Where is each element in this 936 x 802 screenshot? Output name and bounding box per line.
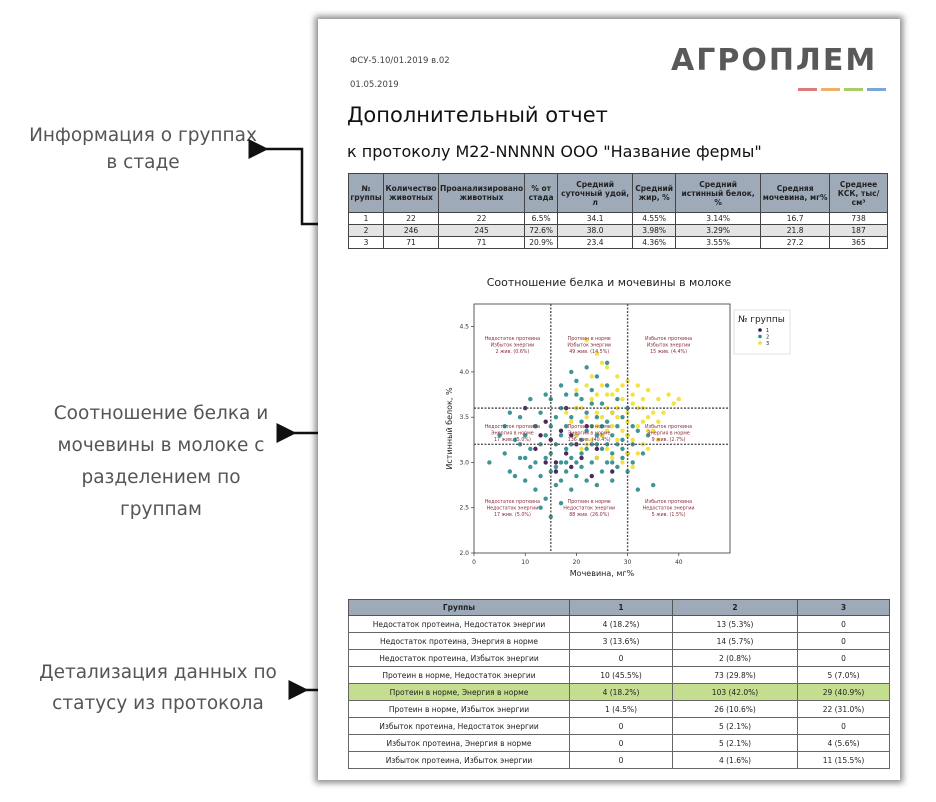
- scatter-point-group-2: [615, 424, 619, 428]
- scatter-point-group-3: [595, 410, 599, 414]
- scatter-point-group-2: [574, 460, 578, 464]
- zone-label: 2 жив. (0.6%): [495, 350, 530, 356]
- document-code: ФСУ-5.10/01.2019 в.02: [350, 56, 450, 66]
- scatter-point-group-2: [631, 424, 635, 428]
- column-header: № группы: [349, 174, 384, 213]
- scatter-point-group-1: [579, 456, 583, 460]
- scatter-point-group-1: [610, 469, 614, 473]
- scatter-point-group-3: [569, 420, 573, 424]
- y-tick-label: 2.0: [459, 550, 469, 557]
- column-header: Средний жир, %: [633, 174, 676, 213]
- scatter-point-group-3: [574, 388, 578, 392]
- legend-label: 1: [766, 328, 770, 334]
- scatter-point-group-2: [564, 469, 568, 473]
- scatter-point-group-2: [651, 483, 655, 487]
- table-cell: Недостаток протеина, Избыток энергии: [349, 650, 570, 667]
- status-table: [348, 599, 890, 769]
- table-cell: 16.7: [761, 213, 830, 225]
- table-cell: 14 (5.7%): [673, 633, 798, 650]
- y-tick-label: 3.0: [459, 459, 469, 467]
- scatter-point-group-2: [523, 456, 527, 460]
- scatter-point-group-3: [610, 392, 614, 396]
- scatter-point-group-3: [631, 465, 635, 469]
- table-cell: Недостаток протеина, Недостаток энергии: [349, 616, 570, 633]
- table-cell: 71: [384, 237, 439, 249]
- scatter-point-group-2: [620, 456, 624, 460]
- table-cell: 10 (45.5%): [570, 667, 673, 684]
- scatter-point-group-2: [564, 447, 568, 451]
- callout-line: группам: [120, 499, 202, 520]
- column-header: 2: [673, 600, 798, 616]
- scatter-point-group-2: [559, 460, 563, 464]
- table-cell: Протеин в норме, Избыток энергии: [349, 701, 570, 718]
- scatter-point-group-2: [523, 478, 527, 482]
- scatter-point-group-3: [600, 361, 604, 365]
- scatter-point-group-3: [646, 415, 650, 419]
- table-cell: 0: [570, 718, 673, 735]
- chart-title: Соотношение белка и мочевины в молоке: [486, 276, 732, 289]
- scatter-point-group-3: [605, 447, 609, 451]
- table-cell: 13 (5.3%): [673, 616, 798, 633]
- x-tick-label: 30: [623, 559, 632, 566]
- table-cell: 1 (4.5%): [570, 701, 673, 718]
- scatter-point-group-2: [559, 478, 563, 482]
- scatter-point-group-2: [508, 469, 512, 473]
- scatter-point-group-3: [646, 388, 650, 392]
- zone-label: Недостаток протеина: [484, 500, 541, 506]
- y-axis-label: Истинный белок, %: [445, 387, 454, 470]
- scatter-point-group-2: [636, 487, 640, 491]
- scatter-point-group-2: [584, 365, 588, 369]
- table-cell: Избыток протеина, Энергия в норме: [349, 735, 570, 752]
- table-cell: 1: [349, 213, 384, 225]
- zone-label: Протеин в норме: [567, 337, 611, 343]
- zone-label: Недостаток энергии: [642, 506, 695, 512]
- scatter-point-group-3: [615, 374, 619, 378]
- table-row: [349, 650, 890, 667]
- table-row: [349, 684, 890, 701]
- table-cell: 34.1: [558, 213, 633, 225]
- scatter-point-group-2: [600, 469, 604, 473]
- table-row: [349, 701, 890, 718]
- scatter-point-group-2: [487, 460, 491, 464]
- scatter-point-group-1: [554, 469, 558, 473]
- table-cell: 0: [798, 616, 890, 633]
- scatter-point-group-1: [559, 429, 563, 433]
- scatter-point-group-3: [590, 397, 594, 401]
- table-cell: 738: [830, 213, 888, 225]
- scatter-point-group-2: [518, 415, 522, 419]
- scatter-point-group-2: [538, 410, 542, 414]
- scatter-point-group-2: [605, 460, 609, 464]
- scatter-point-group-2: [590, 460, 594, 464]
- table-cell: 0: [798, 650, 890, 667]
- table-cell: 22 (31.0%): [798, 701, 890, 718]
- column-header: 1: [570, 600, 673, 616]
- table-cell: 29 (40.9%): [798, 684, 890, 701]
- report-page: [318, 19, 900, 780]
- table-cell: 21.8: [761, 225, 830, 237]
- callout-line: мочевины в молоке с: [57, 435, 265, 456]
- column-header: Средняя мочевина, мг%: [761, 174, 830, 213]
- zone-label: 15 жив. (4.4%): [650, 350, 687, 356]
- scatter-point-group-1: [595, 447, 599, 451]
- scatter-point-group-2: [533, 460, 537, 464]
- scatter-point-group-2: [538, 506, 542, 510]
- scatter-chart: [318, 19, 900, 594]
- scatter-point-group-2: [569, 415, 573, 419]
- table-cell: 3: [349, 237, 384, 249]
- scatter-point-group-3: [600, 415, 604, 419]
- scatter-point-group-3: [615, 438, 619, 442]
- table-cell: 6.5%: [525, 213, 558, 225]
- table-cell: 22: [384, 213, 439, 225]
- scatter-point-group-2: [615, 397, 619, 401]
- table-cell: Избыток протеина, Избыток энергии: [349, 752, 570, 769]
- scatter-point-group-2: [543, 496, 547, 500]
- table-cell: 103 (42.0%): [673, 684, 798, 701]
- x-tick-label: 10: [521, 559, 530, 566]
- scatter-point-group-3: [636, 424, 640, 428]
- scatter-point-group-3: [590, 374, 594, 378]
- scatter-point-group-2: [574, 379, 578, 383]
- scatter-point-group-3: [646, 447, 650, 451]
- scatter-point-group-3: [631, 392, 635, 396]
- scatter-point-group-2: [503, 451, 507, 455]
- table-cell: 73 (29.8%): [673, 667, 798, 684]
- zone-label: Избыток энергии: [490, 343, 535, 349]
- table-row: [349, 667, 890, 684]
- scatter-point-group-3: [677, 397, 681, 401]
- zone-label: Избыток протеина: [645, 337, 693, 343]
- scatter-point-group-2: [554, 415, 558, 419]
- table-cell: 26 (10.6%): [673, 701, 798, 718]
- legend-title: № группы: [738, 315, 785, 325]
- scatter-point-group-2: [543, 456, 547, 460]
- scatter-point-group-3: [620, 383, 624, 387]
- table-cell: Протеин в норме, Недостаток энергии: [349, 667, 570, 684]
- scatter-point-group-2: [533, 487, 537, 491]
- scatter-point-group-2: [620, 415, 624, 419]
- table-cell: 3.55%: [676, 237, 761, 249]
- legend-marker: [758, 341, 762, 345]
- zone-label: 17 жив. (5.0%): [493, 438, 531, 444]
- legend-label: 3: [766, 341, 770, 347]
- scatter-point-group-2: [595, 483, 599, 487]
- scatter-point-group-1: [569, 465, 573, 469]
- scatter-point-group-2: [610, 478, 614, 482]
- callout-line: разделением по: [81, 467, 241, 488]
- scatter-point-group-2: [620, 447, 624, 451]
- scatter-point-group-2: [584, 410, 588, 414]
- table-cell: 187: [830, 225, 888, 237]
- table-cell: 5 (2.1%): [673, 718, 798, 735]
- scatter-point-group-3: [620, 429, 624, 433]
- table-cell: 5 (7.0%): [798, 667, 890, 684]
- document-date: 01.05.2019: [350, 80, 399, 90]
- table-cell: 38.0: [558, 225, 633, 237]
- column-header: Средний суточный удой, л: [558, 174, 633, 213]
- scatter-point-group-3: [666, 392, 670, 396]
- table-cell: 22: [439, 213, 525, 225]
- scatter-point-group-3: [615, 388, 619, 392]
- column-header: 3: [798, 600, 890, 616]
- scatter-point-group-3: [595, 392, 599, 396]
- scatter-point-group-2: [543, 433, 547, 437]
- zone-label: Недостаток протеина: [484, 425, 541, 431]
- scatter-point-group-1: [554, 460, 558, 464]
- scatter-point-group-2: [543, 392, 547, 396]
- table-row: [349, 718, 890, 735]
- scatter-point-group-3: [636, 451, 640, 455]
- table-cell: 0: [570, 752, 673, 769]
- scatter-point-group-2: [508, 410, 512, 414]
- zone-label: Недостаток энергии: [486, 506, 539, 512]
- scatter-point-group-3: [636, 383, 640, 387]
- scatter-point-group-3: [605, 365, 609, 369]
- scatter-point-group-3: [595, 456, 599, 460]
- column-header: Средний истинный белок, %: [676, 174, 761, 213]
- table-cell: 5 (2.1%): [673, 735, 798, 752]
- table-cell: 0: [798, 718, 890, 735]
- table-row: [349, 633, 890, 650]
- table-cell: 0: [570, 735, 673, 752]
- scatter-point-group-2: [636, 429, 640, 433]
- zone-label: 49 жив. (14.5%): [569, 350, 610, 356]
- scatter-point-group-2: [605, 383, 609, 387]
- scatter-point-group-2: [605, 420, 609, 424]
- scatter-point-group-2: [513, 474, 517, 478]
- callout-line: статусу из протокола: [52, 693, 264, 714]
- scatter-point-group-2: [579, 451, 583, 455]
- scatter-point-group-3: [620, 460, 624, 464]
- scatter-point-group-3: [631, 438, 635, 442]
- column-header: Проанализировано животных: [439, 174, 525, 213]
- scatter-point-group-2: [605, 361, 609, 365]
- scatter-point-group-2: [574, 474, 578, 478]
- scatter-point-group-3: [641, 397, 645, 401]
- scatter-point-group-2: [641, 451, 645, 455]
- scatter-point-group-2: [564, 392, 568, 396]
- table-cell: 20.9%: [525, 237, 558, 249]
- table-cell: 4 (5.6%): [798, 735, 890, 752]
- table-cell: 0: [570, 650, 673, 667]
- column-header: Количество животных: [384, 174, 439, 213]
- scatter-point-group-3: [564, 410, 568, 414]
- table-cell: 11 (15.5%): [798, 752, 890, 769]
- scatter-point-group-2: [569, 370, 573, 374]
- scatter-point-group-2: [518, 456, 522, 460]
- scatter-point-group-1: [533, 447, 537, 451]
- zone-label: Избыток энергии: [567, 343, 611, 349]
- scatter-point-group-2: [564, 460, 568, 464]
- scatter-point-group-2: [610, 433, 614, 437]
- scatter-point-group-2: [590, 401, 594, 405]
- zone-label: Протеин в норме: [567, 500, 611, 506]
- table-cell: 71: [439, 237, 525, 249]
- table-cell: 4 (18.2%): [570, 616, 673, 633]
- scatter-point-group-2: [595, 374, 599, 378]
- legend-label: 2: [766, 334, 770, 341]
- scatter-point-group-3: [605, 392, 609, 396]
- report-title: Дополнительный отчет: [347, 103, 608, 127]
- scatter-point-group-2: [590, 388, 594, 392]
- x-tick-label: 40: [674, 559, 683, 566]
- scatter-point-group-3: [610, 456, 614, 460]
- zone-label: 9 жив. (2.7%): [651, 438, 686, 444]
- zone-label: Избыток энергии: [646, 343, 691, 349]
- y-tick-label: 4.5: [459, 323, 469, 331]
- table-cell: 365: [830, 237, 888, 249]
- zone-label: Энергия в норме: [491, 431, 534, 437]
- callout-line: Информация о группах: [29, 125, 257, 146]
- table-cell: 3.14%: [676, 213, 761, 225]
- zone-label: Избыток протеина: [645, 425, 693, 431]
- scatter-point-group-3: [641, 420, 645, 424]
- zone-label: 5 жив. (1.5%): [651, 513, 686, 519]
- table-cell: 3 (13.6%): [570, 633, 673, 650]
- table-cell: 27.2: [761, 237, 830, 249]
- scatter-point-group-2: [559, 501, 563, 505]
- table-row: [349, 752, 890, 769]
- scatter-point-group-2: [579, 420, 583, 424]
- legend-marker: [758, 335, 762, 339]
- scatter-point-group-2: [579, 465, 583, 469]
- zone-label: 136 жив. (40.4%): [567, 438, 611, 444]
- scatter-point-group-3: [579, 447, 583, 451]
- scatter-point-group-2: [579, 397, 583, 401]
- legend-marker: [758, 328, 762, 332]
- table-cell: 4 (18.2%): [570, 684, 673, 701]
- company-logo: АГРОПЛЕМ: [671, 43, 878, 78]
- scatter-point-group-2: [574, 392, 578, 396]
- y-tick-label: 4.0: [459, 368, 469, 376]
- scatter-point-group-2: [631, 460, 635, 464]
- scatter-point-group-2: [554, 465, 558, 469]
- x-tick-label: 20: [572, 559, 581, 566]
- zone-label: 88 жив. (26.0%): [569, 513, 610, 519]
- scatter-point-group-3: [651, 410, 655, 414]
- table-row: [349, 735, 890, 752]
- table-cell: 245: [439, 225, 525, 237]
- scatter-point-group-1: [543, 420, 547, 424]
- scatter-point-group-2: [569, 487, 573, 491]
- scatter-point-group-2: [600, 401, 604, 405]
- table-row: [349, 616, 890, 633]
- scatter-point-group-2: [559, 383, 563, 387]
- scatter-point-group-3: [631, 401, 635, 405]
- column-header: Группы: [349, 600, 570, 616]
- scatter-point-group-3: [615, 415, 619, 419]
- y-tick-label: 2.5: [459, 504, 469, 512]
- zone-label: Энергия в норме: [647, 431, 690, 437]
- table-cell: 4 (1.6%): [673, 752, 798, 769]
- zone-label: Протеин в норме: [567, 425, 611, 431]
- table-cell: 4.36%: [633, 237, 676, 249]
- scatter-point-group-2: [584, 447, 588, 451]
- table-cell: 4.55%: [633, 213, 676, 225]
- table-cell: 2: [349, 225, 384, 237]
- scatter-point-group-2: [600, 447, 604, 451]
- table-cell: 246: [384, 225, 439, 237]
- scatter-point-group-3: [661, 410, 665, 414]
- scatter-point-group-3: [656, 397, 660, 401]
- table-cell: 3.29%: [676, 225, 761, 237]
- scatter-point-group-1: [564, 451, 568, 455]
- scatter-point-group-3: [620, 397, 624, 401]
- scatter-point-group-2: [554, 483, 558, 487]
- scatter-point-group-3: [671, 401, 675, 405]
- scatter-point-group-3: [610, 410, 614, 414]
- scatter-point-group-2: [538, 474, 542, 478]
- table-cell: 23.4: [558, 237, 633, 249]
- zone-label: 17 жив. (5.0%): [493, 513, 531, 519]
- column-header: Среднее КСК, тыс/см³: [830, 174, 888, 213]
- table-cell: 0: [798, 633, 890, 650]
- callout-line: Соотношение белка и: [53, 403, 269, 424]
- scatter-point-group-3: [600, 383, 604, 387]
- zone-label: Избыток протеина: [645, 500, 693, 506]
- scatter-point-group-2: [620, 438, 624, 442]
- scatter-point-group-2: [528, 447, 532, 451]
- x-tick-label: 0: [472, 559, 476, 566]
- report-subtitle: к протоколу М22-NNNNN ООО "Название фермы": [347, 142, 762, 161]
- scatter-point-group-1: [538, 433, 542, 437]
- table-cell: 3.98%: [633, 225, 676, 237]
- scatter-point-group-3: [584, 383, 588, 387]
- scatter-point-group-2: [528, 397, 532, 401]
- scatter-point-group-2: [615, 465, 619, 469]
- scatter-point-group-2: [559, 433, 563, 437]
- scatter-point-group-1: [590, 474, 594, 478]
- scatter-point-group-2: [569, 456, 573, 460]
- table-cell: Избыток протеина, Недостаток энергии: [349, 718, 570, 735]
- table-cell: 2 (0.8%): [673, 650, 798, 667]
- scatter-point-group-3: [656, 420, 660, 424]
- scatter-point-group-2: [584, 478, 588, 482]
- scatter-point-group-2: [595, 415, 599, 419]
- table-cell: Протеин в норме, Энергия в норме: [349, 684, 570, 701]
- callout-line: Детализация данных по: [39, 662, 277, 683]
- zone-label: Недостаток протеина: [484, 337, 541, 343]
- table-cell: Недостаток протеина, Энергия в норме: [349, 633, 570, 650]
- scatter-point-group-3: [584, 415, 588, 419]
- table-cell: 72.6%: [525, 225, 558, 237]
- zone-label: Недостаток энергии: [563, 506, 616, 512]
- y-tick-label: 3.5: [459, 414, 469, 422]
- scatter-point-group-2: [610, 460, 614, 464]
- callout-line: в стаде: [106, 152, 180, 173]
- scatter-point-group-1: [543, 460, 547, 464]
- zone-label: Энергия в норме: [567, 431, 611, 437]
- scatter-point-group-2: [528, 465, 532, 469]
- scatter-point-group-2: [610, 451, 614, 455]
- x-axis-label: Мочевина, мг%: [569, 569, 635, 578]
- column-header: % от стада: [525, 174, 558, 213]
